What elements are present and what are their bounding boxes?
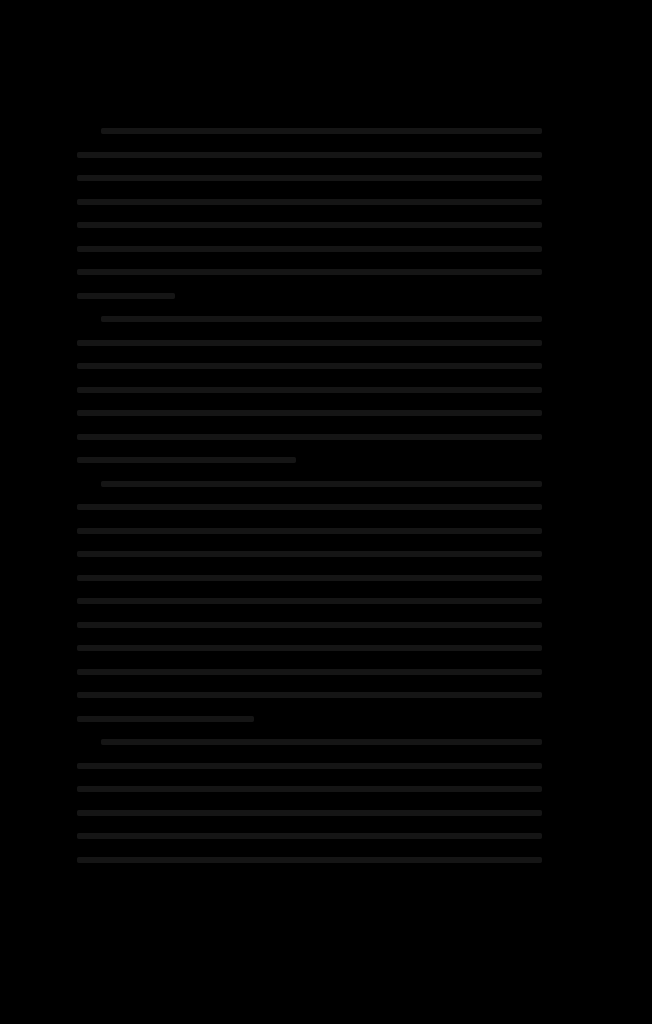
text-line <box>101 316 542 322</box>
text-line <box>77 669 542 675</box>
text-line <box>77 692 542 698</box>
text-line <box>77 410 542 416</box>
text-line <box>77 716 254 722</box>
text-line <box>77 857 542 863</box>
text-line <box>77 434 542 440</box>
text-lines <box>77 128 542 880</box>
text-line <box>77 551 542 557</box>
text-line <box>77 528 542 534</box>
text-line <box>77 598 542 604</box>
text-line <box>77 810 542 816</box>
text-line <box>77 222 542 228</box>
text-line <box>77 575 542 581</box>
text-line <box>101 739 542 745</box>
text-line <box>77 152 542 158</box>
text-line <box>77 622 542 628</box>
text-line <box>77 763 542 769</box>
text-line <box>101 481 542 487</box>
text-line <box>77 199 542 205</box>
text-line <box>77 340 542 346</box>
text-line <box>77 833 542 839</box>
text-line <box>77 387 542 393</box>
text-line <box>77 457 296 463</box>
text-line <box>77 363 542 369</box>
text-line <box>77 504 542 510</box>
text-line <box>77 293 175 299</box>
text-line <box>77 175 542 181</box>
text-line <box>77 786 542 792</box>
text-line <box>77 269 542 275</box>
text-line <box>101 128 542 134</box>
text-line <box>77 246 542 252</box>
text-line <box>77 645 542 651</box>
